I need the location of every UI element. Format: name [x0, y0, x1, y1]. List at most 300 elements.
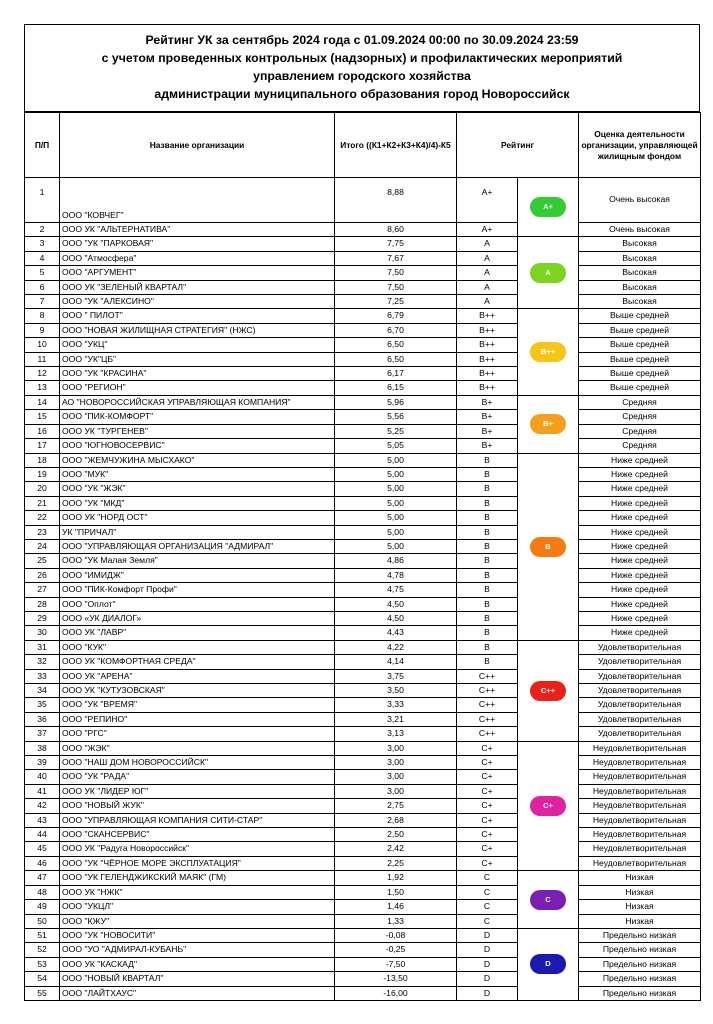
rating-value: C+	[457, 799, 518, 813]
row-number: 32	[25, 655, 60, 669]
row-number: 19	[25, 467, 60, 481]
evaluation: Неудовлетворительная	[579, 842, 701, 856]
table-row	[25, 813, 701, 827]
rating-badge: B++	[530, 342, 566, 362]
row-number: 17	[25, 439, 60, 453]
table-row	[25, 655, 701, 669]
evaluation: Удовлетворительная	[579, 655, 701, 669]
evaluation: Выше средней	[579, 381, 701, 395]
total-score: 7,25	[335, 295, 457, 309]
row-number: 54	[25, 972, 60, 986]
table-row	[25, 266, 701, 280]
rating-value: C+	[457, 741, 518, 755]
table-row	[25, 684, 701, 698]
rating-badge: C	[530, 890, 566, 910]
row-number: 35	[25, 698, 60, 712]
evaluation: Ниже средней	[579, 626, 701, 640]
table-row	[25, 467, 701, 481]
total-score: 3,00	[335, 784, 457, 798]
table-row	[25, 885, 701, 899]
total-score: 1,33	[335, 914, 457, 928]
rating-badge: B	[530, 537, 566, 557]
total-score: 4,78	[335, 568, 457, 582]
organization-name: ООО "УКЦ"	[60, 338, 335, 352]
organization-name: ООО "ЛАЙТХАУС"	[60, 986, 335, 1000]
row-number: 9	[25, 323, 60, 337]
table-row	[25, 972, 701, 986]
row-number: 37	[25, 727, 60, 741]
rating-value: B+	[457, 439, 518, 453]
table-row	[25, 669, 701, 683]
organization-name: ООО УК "АЛЬТЕРНАТИВА"	[60, 223, 335, 237]
organization-name: ООО УК "КУТУЗОВСКАЯ"	[60, 684, 335, 698]
rating-value: B++	[457, 338, 518, 352]
rating-badge: D	[530, 954, 566, 974]
table-row	[25, 698, 701, 712]
row-number: 26	[25, 568, 60, 582]
organization-name: ООО "УК"ЦБ"	[60, 352, 335, 366]
header-evaluation: Оценка деятельности организации, управляющей жилищным фондом	[579, 113, 701, 178]
table-row	[25, 496, 701, 510]
row-number: 12	[25, 367, 60, 381]
rating-badge: C++	[530, 681, 566, 701]
row-number: 8	[25, 309, 60, 323]
organization-name: ООО "УКЦЛ"	[60, 900, 335, 914]
table-row	[25, 453, 701, 467]
organization-name: ООО "РГС"	[60, 727, 335, 741]
table-row	[25, 178, 701, 223]
evaluation: Очень высокая	[579, 178, 701, 223]
total-score: 4,14	[335, 655, 457, 669]
row-number: 15	[25, 410, 60, 424]
row-number: 13	[25, 381, 60, 395]
table-row	[25, 352, 701, 366]
organization-name: ООО "НОВАЯ ЖИЛИЩНАЯ СТРАТЕГИЯ" (НЖС)	[60, 323, 335, 337]
row-number: 43	[25, 813, 60, 827]
title-line: с учетом проведенных контрольных (надзорных) и профилактических мероприятий	[101, 51, 623, 65]
organization-name: ООО УК "НОРД ОСТ"	[60, 511, 335, 525]
row-number: 21	[25, 496, 60, 510]
organization-name: ООО "ЖЕМЧУЖИНА МЫСХАКО"	[60, 453, 335, 467]
rating-value: B	[457, 467, 518, 481]
evaluation: Высокая	[579, 280, 701, 294]
rating-sheet	[24, 24, 700, 1001]
rating-value: B++	[457, 381, 518, 395]
organization-name: ООО "АРГУМЕНТ"	[60, 266, 335, 280]
total-score: 6,50	[335, 352, 457, 366]
table-row	[25, 410, 701, 424]
table-row	[25, 914, 701, 928]
rating-value: B++	[457, 323, 518, 337]
evaluation: Выше средней	[579, 338, 701, 352]
organization-name: ООО "КОВЧЕГ"	[60, 178, 335, 223]
rating-value: A	[457, 251, 518, 265]
rating-value: C	[457, 900, 518, 914]
rating-value: A+	[457, 178, 518, 223]
row-number: 51	[25, 928, 60, 942]
table-row	[25, 237, 701, 251]
rating-badge: A	[530, 263, 566, 283]
row-number: 47	[25, 871, 60, 885]
rating-value: C++	[457, 684, 518, 698]
rating-value: A	[457, 266, 518, 280]
evaluation: Предельно низкая	[579, 943, 701, 957]
rating-value: C+	[457, 828, 518, 842]
rating-value: D	[457, 943, 518, 957]
organization-name: ООО УК "ЛАВР"	[60, 626, 335, 640]
evaluation: Неудовлетворительная	[579, 741, 701, 755]
organization-name: ООО "КУК"	[60, 640, 335, 654]
table-row	[25, 381, 701, 395]
evaluation: Предельно низкая	[579, 972, 701, 986]
organization-name: ООО "Атмосфера"	[60, 251, 335, 265]
table-row	[25, 943, 701, 957]
organization-name: ООО "УК "ПАРКОВАЯ"	[60, 237, 335, 251]
table-row	[25, 223, 701, 237]
evaluation: Ниже средней	[579, 511, 701, 525]
evaluation: Выше средней	[579, 352, 701, 366]
rating-value: B	[457, 511, 518, 525]
rating-value: A	[457, 237, 518, 251]
rating-value: B+	[457, 395, 518, 409]
rating-value: B+	[457, 410, 518, 424]
total-score: 5,00	[335, 482, 457, 496]
organization-name: ООО "УК Малая Земля"	[60, 554, 335, 568]
row-number: 29	[25, 611, 60, 625]
total-score: 4,50	[335, 611, 457, 625]
total-score: 2,68	[335, 813, 457, 827]
table-row	[25, 900, 701, 914]
table-row	[25, 611, 701, 625]
rating-value: C++	[457, 727, 518, 741]
evaluation: Ниже средней	[579, 539, 701, 553]
total-score: 2,75	[335, 799, 457, 813]
organization-name: ООО "НАШ ДОМ НОВОРОССИЙСК"	[60, 756, 335, 770]
rating-value: C+	[457, 813, 518, 827]
total-score: 3,00	[335, 756, 457, 770]
organization-name: ООО "УК "КРАСИНА"	[60, 367, 335, 381]
rating-badge-cell	[518, 237, 579, 309]
total-score: 5,00	[335, 511, 457, 525]
rating-badge: C+	[530, 796, 566, 816]
rating-value: B	[457, 453, 518, 467]
evaluation: Удовлетворительная	[579, 669, 701, 683]
organization-name: ООО "ПИК-Комфорт Профи"	[60, 583, 335, 597]
organization-name: АО "НОВОРОССИЙСКАЯ УПРАВЛЯЮЩАЯ КОМПАНИЯ"	[60, 395, 335, 409]
row-number: 45	[25, 842, 60, 856]
row-number: 34	[25, 684, 60, 698]
table-row	[25, 842, 701, 856]
title-line: управлением городского хозяйства	[253, 69, 471, 83]
organization-name: ООО "ЮГНОВОСЕРВИС"	[60, 439, 335, 453]
rating-value: B	[457, 568, 518, 582]
table-row	[25, 511, 701, 525]
row-number: 25	[25, 554, 60, 568]
rating-value: D	[457, 957, 518, 971]
rating-value: B	[457, 626, 518, 640]
row-number: 40	[25, 770, 60, 784]
organization-name: ООО УК "ЗЕЛЕНЫЙ КВАРТАЛ"	[60, 280, 335, 294]
total-score: 5,05	[335, 439, 457, 453]
evaluation: Высокая	[579, 237, 701, 251]
total-score: 7,75	[335, 237, 457, 251]
evaluation: Предельно низкая	[579, 928, 701, 942]
evaluation: Ниже средней	[579, 554, 701, 568]
total-score: 2,42	[335, 842, 457, 856]
row-number: 53	[25, 957, 60, 971]
table-row	[25, 986, 701, 1000]
evaluation: Средняя	[579, 395, 701, 409]
organization-name: ООО "Оплот"	[60, 597, 335, 611]
total-score: 5,96	[335, 395, 457, 409]
total-score: 5,56	[335, 410, 457, 424]
total-score: 5,00	[335, 525, 457, 539]
evaluation: Ниже средней	[579, 597, 701, 611]
rating-badge-cell	[518, 928, 579, 1000]
table-row	[25, 338, 701, 352]
total-score: 3,33	[335, 698, 457, 712]
row-number: 38	[25, 741, 60, 755]
rating-value: C++	[457, 669, 518, 683]
rating-badge-cell	[518, 640, 579, 741]
total-score: 8,88	[335, 178, 457, 223]
rating-value: C+	[457, 856, 518, 870]
row-number: 41	[25, 784, 60, 798]
organization-name: ООО "НОВЫЙ КВАРТАЛ"	[60, 972, 335, 986]
rating-value: B+	[457, 424, 518, 438]
total-score: 5,00	[335, 453, 457, 467]
table-row	[25, 770, 701, 784]
total-score: 7,50	[335, 266, 457, 280]
organization-name: ООО "УК "РАДА"	[60, 770, 335, 784]
total-score: 1,46	[335, 900, 457, 914]
rating-value: C+	[457, 842, 518, 856]
evaluation: Неудовлетворительная	[579, 856, 701, 870]
evaluation: Ниже средней	[579, 482, 701, 496]
total-score: 7,50	[335, 280, 457, 294]
row-number: 23	[25, 525, 60, 539]
organization-name: ООО "РЕПИНО"	[60, 712, 335, 726]
row-number: 42	[25, 799, 60, 813]
title-line: администрации муниципального образования город Новороссийск	[154, 87, 570, 101]
total-score: 4,86	[335, 554, 457, 568]
table-body	[25, 178, 701, 1001]
evaluation: Средняя	[579, 439, 701, 453]
evaluation: Средняя	[579, 424, 701, 438]
total-score: 3,21	[335, 712, 457, 726]
organization-name: ООО "УО "АДМИРАЛ-КУБАНЬ"	[60, 943, 335, 957]
row-number: 33	[25, 669, 60, 683]
evaluation: Удовлетворительная	[579, 727, 701, 741]
evaluation: Ниже средней	[579, 583, 701, 597]
header-total: Итого ((К1+К2+К3+К4)/4)-К5	[335, 113, 457, 178]
table-row	[25, 395, 701, 409]
organization-name: ООО "НОВЫЙ ЖУК"	[60, 799, 335, 813]
rating-value: B	[457, 525, 518, 539]
row-number: 11	[25, 352, 60, 366]
evaluation: Ниже средней	[579, 453, 701, 467]
table-row	[25, 856, 701, 870]
row-number: 7	[25, 295, 60, 309]
row-number: 4	[25, 251, 60, 265]
row-number: 1	[25, 178, 60, 223]
organization-name: ООО "УПРАВЛЯЮЩАЯ ОРГАНИЗАЦИЯ "АДМИРАЛ"	[60, 539, 335, 553]
total-score: -16,00	[335, 986, 457, 1000]
table-row	[25, 597, 701, 611]
report-title	[24, 24, 700, 112]
evaluation: Выше средней	[579, 323, 701, 337]
table-row	[25, 784, 701, 798]
evaluation: Предельно низкая	[579, 957, 701, 971]
evaluation: Низкая	[579, 871, 701, 885]
organization-name: ООО "УК "ВРЕМЯ"	[60, 698, 335, 712]
organization-name: ООО "УК "НОВОСИТИ"	[60, 928, 335, 942]
rating-value: D	[457, 972, 518, 986]
row-number: 5	[25, 266, 60, 280]
rating-value: C	[457, 871, 518, 885]
rating-value: C++	[457, 698, 518, 712]
table-row	[25, 712, 701, 726]
rating-badge: B+	[530, 414, 566, 434]
rating-badge-cell	[518, 741, 579, 871]
rating-value: C++	[457, 712, 518, 726]
total-score: 6,15	[335, 381, 457, 395]
organization-name: ООО "ПИК-КОМФОРТ"	[60, 410, 335, 424]
organization-name: ООО "КЖУ"	[60, 914, 335, 928]
table-row	[25, 323, 701, 337]
row-number: 28	[25, 597, 60, 611]
total-score: 5,00	[335, 496, 457, 510]
rating-value: D	[457, 986, 518, 1000]
table-row	[25, 957, 701, 971]
rating-value: B	[457, 655, 518, 669]
table-row	[25, 756, 701, 770]
evaluation: Ниже средней	[579, 467, 701, 481]
total-score: 7,67	[335, 251, 457, 265]
total-score: 6,79	[335, 309, 457, 323]
row-number: 27	[25, 583, 60, 597]
table-row	[25, 280, 701, 294]
evaluation: Высокая	[579, 266, 701, 280]
total-score: 5,00	[335, 539, 457, 553]
rating-badge-cell	[518, 871, 579, 929]
table-row	[25, 424, 701, 438]
evaluation: Удовлетворительная	[579, 640, 701, 654]
rating-value: B	[457, 583, 518, 597]
rating-value: B	[457, 611, 518, 625]
table-row	[25, 295, 701, 309]
table-row	[25, 928, 701, 942]
rating-badge: A+	[530, 197, 566, 217]
evaluation: Низкая	[579, 885, 701, 899]
total-score: 4,50	[335, 597, 457, 611]
organization-name: ООО "УК "ЖЭК"	[60, 482, 335, 496]
organization-name: ООО "МУК"	[60, 467, 335, 481]
organization-name: ООО УК "НЖК"	[60, 885, 335, 899]
total-score: -13,50	[335, 972, 457, 986]
table-row	[25, 539, 701, 553]
table-row	[25, 828, 701, 842]
evaluation: Неудовлетворительная	[579, 784, 701, 798]
rating-value: B++	[457, 367, 518, 381]
row-number: 36	[25, 712, 60, 726]
total-score: 6,17	[335, 367, 457, 381]
row-number: 20	[25, 482, 60, 496]
header-rating: Рейтинг	[457, 113, 579, 178]
organization-name: ООО «УК ДИАЛОГ»	[60, 611, 335, 625]
total-score: 5,25	[335, 424, 457, 438]
organization-name: ООО УК "АРЕНА"	[60, 669, 335, 683]
total-score: 3,00	[335, 741, 457, 755]
total-score: 1,92	[335, 871, 457, 885]
evaluation: Высокая	[579, 251, 701, 265]
rating-value: C+	[457, 784, 518, 798]
table-row	[25, 439, 701, 453]
rating-value: A	[457, 280, 518, 294]
row-number: 18	[25, 453, 60, 467]
evaluation: Удовлетворительная	[579, 698, 701, 712]
table-row	[25, 626, 701, 640]
total-score: -7,50	[335, 957, 457, 971]
organization-name: ООО " ПИЛОТ"	[60, 309, 335, 323]
evaluation: Ниже средней	[579, 525, 701, 539]
rating-badge-cell	[518, 309, 579, 395]
total-score: 3,00	[335, 770, 457, 784]
table-row	[25, 871, 701, 885]
evaluation: Ниже средней	[579, 496, 701, 510]
evaluation: Удовлетворительная	[579, 712, 701, 726]
evaluation: Очень высокая	[579, 223, 701, 237]
total-score: 1,50	[335, 885, 457, 899]
rating-badge-cell	[518, 178, 579, 237]
rating-value: A	[457, 295, 518, 309]
total-score: 6,50	[335, 338, 457, 352]
rating-value: C	[457, 914, 518, 928]
table-row	[25, 525, 701, 539]
organization-name: УК "ПРИЧАЛ"	[60, 525, 335, 539]
total-score: 8,60	[335, 223, 457, 237]
evaluation: Удовлетворительная	[579, 684, 701, 698]
total-score: 3,75	[335, 669, 457, 683]
rating-value: B	[457, 597, 518, 611]
evaluation: Предельно низкая	[579, 986, 701, 1000]
rating-value: B	[457, 496, 518, 510]
evaluation: Низкая	[579, 914, 701, 928]
rating-value: B++	[457, 352, 518, 366]
row-number: 10	[25, 338, 60, 352]
evaluation: Выше средней	[579, 367, 701, 381]
evaluation: Неудовлетворительная	[579, 799, 701, 813]
row-number: 52	[25, 943, 60, 957]
evaluation: Неудовлетворительная	[579, 828, 701, 842]
total-score: 5,00	[335, 467, 457, 481]
row-number: 3	[25, 237, 60, 251]
organization-name: ООО УК "ТУРГЕНЕВ"	[60, 424, 335, 438]
rating-badge-cell	[518, 395, 579, 453]
row-number: 46	[25, 856, 60, 870]
title-line: Рейтинг УК за сентябрь 2024 года с 01.09.2024 00:00 по 30.09.2024 23:59	[145, 33, 579, 47]
row-number: 24	[25, 539, 60, 553]
header-name: Название организации	[60, 113, 335, 178]
row-number: 22	[25, 511, 60, 525]
organization-name: ООО УК "Радуга Новороссийск"	[60, 842, 335, 856]
total-score: 3,13	[335, 727, 457, 741]
organization-name: ООО УК "ЛИДЕР ЮГ"	[60, 784, 335, 798]
total-score: -0,25	[335, 943, 457, 957]
row-number: 48	[25, 885, 60, 899]
row-number: 6	[25, 280, 60, 294]
table-row	[25, 554, 701, 568]
